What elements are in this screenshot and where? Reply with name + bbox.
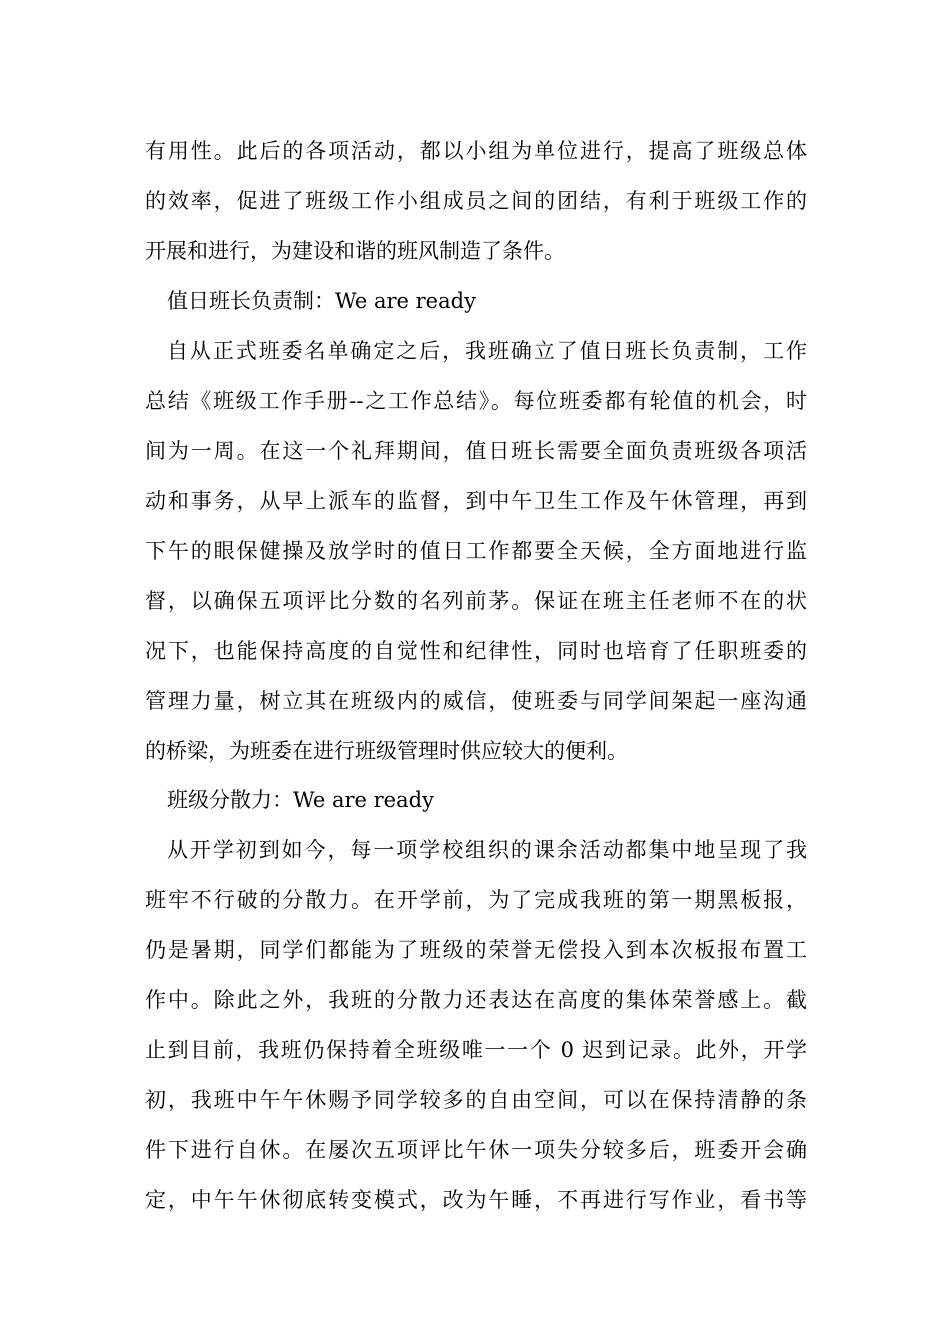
paragraph-line: 的桥梁，为班委在进行班级管理时供应较大的便利。 xyxy=(145,739,628,763)
paragraph-line: 的效率，促进了班级工作小组成员之间的团结，有利于班级工作的 xyxy=(145,189,807,213)
paragraph-line: 总结《班级工作手册--之工作总结》。每位班委都有轮值的机会，时 xyxy=(145,389,807,413)
paragraph-line: 班牢不行破的分散力。在开学前，为了完成我班的第一期黑板报， xyxy=(145,888,807,912)
paragraph-line: 督，以确保五项评比分数的名列前茅。保证在班主任老师不在的状 xyxy=(145,589,807,613)
paragraph-line: 下午的眼保健操及放学时的值日工作都要全天候，全方面地进行监 xyxy=(145,539,807,563)
paragraph-line: 开展和进行，为建设和谐的班风制造了条件。 xyxy=(145,239,565,263)
paragraph-line: 间为一周。在这一个礼拜期间，值日班长需要全面负责班级各项活 xyxy=(145,439,807,463)
paragraph-line: 初，我班中午午休赐予同学较多的自由空间，可以在保持清静的条 xyxy=(145,1088,807,1112)
paragraph-line: 从开学初到如今，每一项学校组织的课余活动都集中地呈现了我 xyxy=(167,838,807,862)
paragraph-line: 动和事务，从早上派车的监督，到中午卫生工作及午休管理，再到 xyxy=(145,489,807,513)
section-heading: 班级分散力：We are ready xyxy=(167,788,434,812)
paragraph-line: 件下进行自休。在屡次五项评比午休一项失分较多后，班委开会确 xyxy=(145,1138,807,1162)
paragraph-line: 作中。除此之外，我班的分散力还表达在高度的集体荣誉感上。截 xyxy=(145,988,807,1012)
paragraph-line: 定，中午午休彻底转变模式，改为午睡，不再进行写作业，看书等 xyxy=(145,1188,807,1212)
paragraph-line: 自从正式班委名单确定之后，我班确立了值日班长负责制，工作 xyxy=(167,339,807,363)
paragraph-line: 管理力量，树立其在班级内的威信，使班委与同学间架起一座沟通 xyxy=(145,689,807,713)
paragraph-line: 有用性。此后的各项活动，都以小组为单位进行，提高了班级总体 xyxy=(145,139,807,163)
paragraph-line: 仍是暑期，同学们都能为了班级的荣誉无偿投入到本次板报布置工 xyxy=(145,938,807,962)
paragraph-line: 止到目前，我班仍保持着全班级唯一一个 0 迟到记录。此外，开学 xyxy=(145,1038,807,1062)
paragraph-line: 况下，也能保持高度的自觉性和纪律性，同时也培育了任职班委的 xyxy=(145,639,807,663)
section-heading: 值日班长负责制：We are ready xyxy=(167,289,476,313)
